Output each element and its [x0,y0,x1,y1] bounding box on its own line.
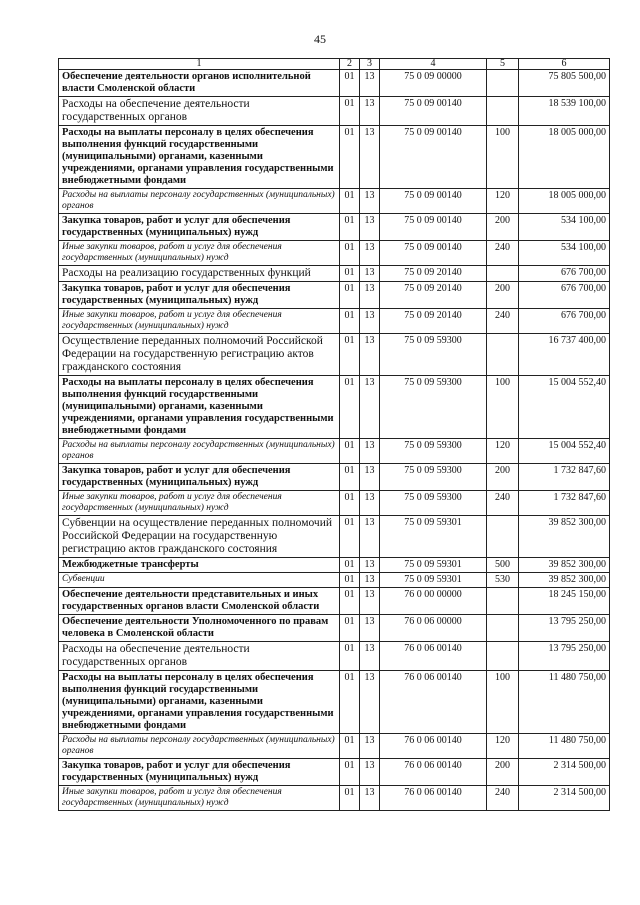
expense-type-cell [487,266,519,282]
amount-cell: 1 732 847,60 [519,464,610,491]
target-code-cell: 75 0 09 20140 [380,309,487,334]
column-header: 3 [360,59,380,70]
section-code-cell: 01 [340,573,360,588]
section-code-cell: 01 [340,588,360,615]
table-row [59,615,610,642]
subsection-code-cell: 13 [360,439,380,464]
row-name-cell: Межбюджетные трансферты [59,558,340,573]
expense-type-cell: 200 [487,759,519,786]
target-code-cell: 75 0 09 20140 [380,266,487,282]
target-code-cell: 75 0 09 00140 [380,189,487,214]
table-header-row [59,59,610,70]
subsection-code-cell: 13 [360,214,380,241]
row-name-cell: Расходы на выплаты персоналу государственных (муниципальных) органов [59,439,340,464]
expense-type-cell: 120 [487,734,519,759]
target-code-cell: 76 0 06 00140 [380,759,487,786]
target-code-cell: 75 0 09 59301 [380,558,487,573]
row-name-cell: Иные закупки товаров, работ и услуг для обеспечения государственных (муниципальных) нужд [59,309,340,334]
row-name-cell: Осуществление переданных полномочий Российской Федерации на государственную регистрацию актов гражданского состояния [59,334,340,376]
section-code-cell: 01 [340,126,360,189]
expense-type-cell [487,97,519,126]
section-code-cell: 01 [340,334,360,376]
table-row [59,734,610,759]
target-code-cell: 75 0 09 59300 [380,439,487,464]
subsection-code-cell: 13 [360,734,380,759]
row-name-cell: Обеспечение деятельности органов исполнительной власти Смоленской области [59,70,340,97]
row-name-cell: Закупка товаров, работ и услуг для обеспечения государственных (муниципальных) нужд [59,214,340,241]
expense-type-cell: 200 [487,282,519,309]
row-name-cell: Расходы на выплаты персоналу в целях обеспечения выполнения функций государственными (муниципальными) органами, казенными учреждениями, органами управления государственными внебюджетными фондами [59,126,340,189]
amount-cell: 676 700,00 [519,282,610,309]
row-name-cell: Иные закупки товаров, работ и услуг для обеспечения государственных (муниципальных) нужд [59,241,340,266]
column-header: 1 [59,59,340,70]
section-code-cell: 01 [340,759,360,786]
target-code-cell: 75 0 09 59301 [380,573,487,588]
row-name-cell: Расходы на обеспечение деятельности государственных органов [59,97,340,126]
subsection-code-cell: 13 [360,126,380,189]
amount-cell: 534 100,00 [519,241,610,266]
amount-cell: 39 852 300,00 [519,573,610,588]
section-code-cell: 01 [340,671,360,734]
section-code-cell: 01 [340,241,360,266]
target-code-cell: 75 0 09 20140 [380,282,487,309]
target-code-cell: 76 0 06 00000 [380,615,487,642]
expense-type-cell: 120 [487,189,519,214]
target-code-cell: 76 0 06 00140 [380,642,487,671]
target-code-cell: 75 0 09 59300 [380,491,487,516]
row-name-cell: Закупка товаров, работ и услуг для обеспечения государственных (муниципальных) нужд [59,759,340,786]
subsection-code-cell: 13 [360,642,380,671]
column-header: 6 [519,59,610,70]
section-code-cell: 01 [340,309,360,334]
table-row [59,491,610,516]
target-code-cell: 75 0 09 00000 [380,70,487,97]
target-code-cell: 76 0 00 00000 [380,588,487,615]
expense-type-cell: 120 [487,439,519,464]
row-name-cell: Обеспечение деятельности представительных и иных государственных органов власти Смоленской области [59,588,340,615]
target-code-cell: 75 0 09 59300 [380,464,487,491]
subsection-code-cell: 13 [360,70,380,97]
expense-type-cell: 100 [487,126,519,189]
subsection-code-cell: 13 [360,588,380,615]
amount-cell: 15 004 552,40 [519,376,610,439]
subsection-code-cell: 13 [360,573,380,588]
subsection-code-cell: 13 [360,759,380,786]
target-code-cell: 76 0 06 00140 [380,734,487,759]
row-name-cell: Обеспечение деятельности Уполномоченного по правам человека в Смоленской области [59,615,340,642]
amount-cell: 676 700,00 [519,309,610,334]
expense-type-cell: 240 [487,241,519,266]
table-row [59,464,610,491]
subsection-code-cell: 13 [360,516,380,558]
expense-type-cell: 240 [487,491,519,516]
amount-cell: 75 805 500,00 [519,70,610,97]
expense-type-cell [487,588,519,615]
table-row [59,516,610,558]
table-row [59,214,610,241]
section-code-cell: 01 [340,516,360,558]
target-code-cell: 75 0 09 59300 [380,376,487,439]
table-row [59,671,610,734]
table-row [59,759,610,786]
amount-cell: 18 005 000,00 [519,126,610,189]
expense-type-cell [487,615,519,642]
section-code-cell: 01 [340,97,360,126]
subsection-code-cell: 13 [360,558,380,573]
page-number: 45 [314,32,326,46]
row-name-cell: Расходы на выплаты персоналу в целях обеспечения выполнения функций государственными (муниципальными) органами, казенными учреждениями, органами управления государственными внебюджетными фондами [59,671,340,734]
expense-type-cell: 240 [487,786,519,811]
target-code-cell: 75 0 09 00140 [380,241,487,266]
table-row [59,282,610,309]
row-name-cell: Субвенции на осуществление переданных полномочий Российской Федерации на государственную регистрацию актов гражданского состояния [59,516,340,558]
expense-type-cell: 100 [487,671,519,734]
subsection-code-cell: 13 [360,266,380,282]
amount-cell: 2 314 500,00 [519,786,610,811]
subsection-code-cell: 13 [360,282,380,309]
table-row [59,376,610,439]
expense-type-cell [487,334,519,376]
subsection-code-cell: 13 [360,464,380,491]
section-code-cell: 01 [340,266,360,282]
budget-table [58,58,610,811]
target-code-cell: 76 0 06 00140 [380,671,487,734]
row-name-cell: Расходы на обеспечение деятельности государственных органов [59,642,340,671]
table-row [59,786,610,811]
table-row [59,189,610,214]
table-body [59,70,610,811]
section-code-cell: 01 [340,642,360,671]
expense-type-cell [487,642,519,671]
amount-cell: 11 480 750,00 [519,734,610,759]
section-code-cell: 01 [340,282,360,309]
subsection-code-cell: 13 [360,786,380,811]
row-name-cell: Иные закупки товаров, работ и услуг для обеспечения государственных (муниципальных) нужд [59,786,340,811]
amount-cell: 676 700,00 [519,266,610,282]
row-name-cell: Расходы на выплаты персоналу государственных (муниципальных) органов [59,734,340,759]
table-row [59,334,610,376]
target-code-cell: 75 0 09 00140 [380,97,487,126]
column-header: 4 [380,59,487,70]
section-code-cell: 01 [340,439,360,464]
target-code-cell: 75 0 09 59300 [380,334,487,376]
section-code-cell: 01 [340,734,360,759]
expense-type-cell [487,70,519,97]
section-code-cell: 01 [340,70,360,97]
expense-type-cell [487,516,519,558]
expense-type-cell: 100 [487,376,519,439]
table-row [59,241,610,266]
table-row [59,309,610,334]
amount-cell: 39 852 300,00 [519,516,610,558]
section-code-cell: 01 [340,558,360,573]
section-code-cell: 01 [340,615,360,642]
expense-type-cell: 530 [487,573,519,588]
row-name-cell: Расходы на выплаты персоналу в целях обеспечения выполнения функций государственными (муниципальными) органами, казенными учреждениями, органами управления государственными внебюджетными фондами [59,376,340,439]
amount-cell: 16 737 400,00 [519,334,610,376]
expense-type-cell: 200 [487,464,519,491]
table-row [59,573,610,588]
column-header: 2 [340,59,360,70]
table-row [59,558,610,573]
table-row [59,588,610,615]
subsection-code-cell: 13 [360,97,380,126]
target-code-cell: 76 0 06 00140 [380,786,487,811]
section-code-cell: 01 [340,491,360,516]
table-row [59,70,610,97]
row-name-cell: Расходы на реализацию государственных функций [59,266,340,282]
amount-cell: 18 245 150,00 [519,588,610,615]
section-code-cell: 01 [340,464,360,491]
subsection-code-cell: 13 [360,671,380,734]
amount-cell: 15 004 552,40 [519,439,610,464]
section-code-cell: 01 [340,214,360,241]
amount-cell: 534 100,00 [519,214,610,241]
amount-cell: 1 732 847,60 [519,491,610,516]
subsection-code-cell: 13 [360,189,380,214]
table-row [59,439,610,464]
section-code-cell: 01 [340,189,360,214]
table-row [59,266,610,282]
target-code-cell: 75 0 09 00140 [380,214,487,241]
target-code-cell: 75 0 09 59301 [380,516,487,558]
subsection-code-cell: 13 [360,376,380,439]
amount-cell: 39 852 300,00 [519,558,610,573]
subsection-code-cell: 13 [360,309,380,334]
expense-type-cell: 240 [487,309,519,334]
subsection-code-cell: 13 [360,334,380,376]
amount-cell: 13 795 250,00 [519,615,610,642]
amount-cell: 18 539 100,00 [519,97,610,126]
amount-cell: 11 480 750,00 [519,671,610,734]
column-header: 5 [487,59,519,70]
subsection-code-cell: 13 [360,241,380,266]
target-code-cell: 75 0 09 00140 [380,126,487,189]
section-code-cell: 01 [340,786,360,811]
table-row [59,97,610,126]
row-name-cell: Закупка товаров, работ и услуг для обеспечения государственных (муниципальных) нужд [59,464,340,491]
row-name-cell: Расходы на выплаты персоналу государственных (муниципальных) органов [59,189,340,214]
amount-cell: 13 795 250,00 [519,642,610,671]
subsection-code-cell: 13 [360,615,380,642]
row-name-cell: Субвенции [59,573,340,588]
row-name-cell: Иные закупки товаров, работ и услуг для обеспечения государственных (муниципальных) нужд [59,491,340,516]
table-row [59,126,610,189]
subsection-code-cell: 13 [360,491,380,516]
row-name-cell: Закупка товаров, работ и услуг для обеспечения государственных (муниципальных) нужд [59,282,340,309]
table-row [59,642,610,671]
amount-cell: 18 005 000,00 [519,189,610,214]
expense-type-cell: 200 [487,214,519,241]
expense-type-cell: 500 [487,558,519,573]
section-code-cell: 01 [340,376,360,439]
amount-cell: 2 314 500,00 [519,759,610,786]
